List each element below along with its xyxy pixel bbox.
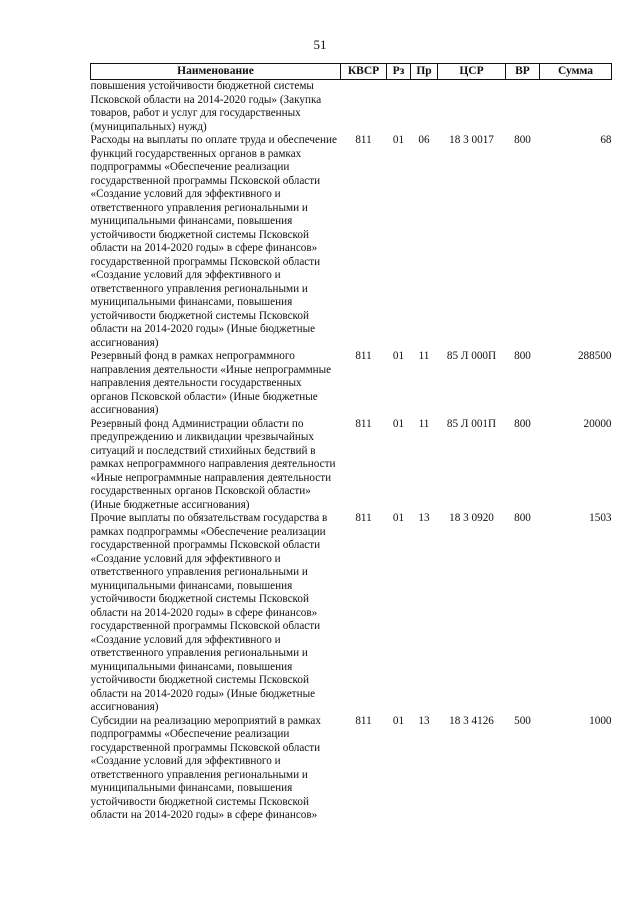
row-sum: 68 <box>600 134 612 146</box>
row-name: Резервный фонд в рамках непрограммного направления деятельности «Иные непрограммные направления деятельности государственных органов Псковской области» (Иные бюджетные ассигнования) <box>90 350 332 416</box>
row-csr: 18 3 4126 <box>449 714 494 727</box>
table-row <box>91 134 612 350</box>
table-row <box>91 715 612 823</box>
row-vr: 800 <box>514 134 531 146</box>
header-pr: Пр <box>411 64 438 80</box>
row-kvsr: 811 <box>355 714 372 727</box>
row-sum <box>540 80 612 135</box>
table-row <box>91 418 612 513</box>
table-row <box>91 80 612 135</box>
table-row <box>91 350 612 418</box>
row-sum: 1000 <box>589 714 612 727</box>
row-kvsr: 811 <box>355 134 372 146</box>
row-name: Субсидии на реализацию мероприятий в рамках подпрограммы «Обеспечение реализации государственной программы Псковской области «Создание условий для эффективного и ответственного управления региональными и муниципальными финансами, повышения устойчивости бюджетной системы Псковской области на 2014-2020 годы» в сфере финансов» <box>90 714 321 821</box>
row-name: Резервный фонд Администрации области по предупреждению и ликвидации чрезвычайных ситуаций и последствий стихийных бедствий в рамках непрограммного направления деятельности «Иные непрограммные направления деятельности государственных органов Псковской области» (Иные бюджетные ассигнования) <box>90 417 336 511</box>
row-sum: 1503 <box>589 512 612 524</box>
table-header-row <box>91 64 612 80</box>
row-kvsr: 811 <box>355 417 372 430</box>
header-kvsr: КВСР <box>341 64 387 80</box>
row-csr: 18 3 0017 <box>449 134 494 146</box>
header-name: Наименование <box>91 64 341 80</box>
row-rz <box>387 80 411 135</box>
row-name: Расходы на выплаты по оплате труда и обеспечение функций государственных органов в рамках подпрограммы «Обеспечение реализации государственной программы Псковской области «Создание условий для эффективного и ответственного управления региональными и муниципальными финансами, повышения устойчивости бюджетной системы Псковской области на 2014-2020 годы» в сфере финансов» государственной программы Псковской области «Создание условий для эффективного и ответственного управления региональными и муниципальными финансами, повышения устойчивости бюджетной системы Псковской области на 2014-2020 годы» (Иные бюджетные ассигнования) <box>90 134 337 349</box>
page-number: 51 <box>313 37 327 52</box>
row-vr <box>506 80 540 135</box>
row-rz: 01 <box>392 134 405 146</box>
header-rz: Рз <box>387 64 411 80</box>
row-csr: 85 Л 001П <box>446 417 497 430</box>
row-vr: 500 <box>514 714 531 727</box>
row-rz: 01 <box>392 714 405 727</box>
header-sum: Сумма <box>540 64 612 80</box>
row-pr: 11 <box>418 350 430 362</box>
row-sum: 288500 <box>577 350 612 362</box>
row-vr: 800 <box>514 512 531 524</box>
row-rz: 01 <box>392 512 405 524</box>
row-vr: 800 <box>514 417 531 430</box>
header-csr: ЦСР <box>438 64 506 80</box>
header-vr: ВР <box>506 64 540 80</box>
row-csr: 18 3 0920 <box>449 512 494 524</box>
row-name: Прочие выплаты по обязательствам государства в рамках подпрограммы «Обеспечение реализации государственной программы Псковской области «Создание условий для эффективного и ответственного управления региональными и муниципальными финансами, повышения устойчивости бюджетной системы Псковской области на 2014-2020 годы» в сфере финансов» государственной программы Псковской области «Создание условий для эффективного и ответственного управления региональными и муниципальными финансами, повышения устойчивости бюджетной системы Псковской области на 2014-2020 годы» (Иные бюджетные ассигнования) <box>90 512 328 713</box>
row-kvsr: 811 <box>355 512 372 524</box>
row-pr: 13 <box>418 714 430 727</box>
row-vr: 800 <box>514 350 531 362</box>
table-row <box>91 512 612 715</box>
row-rz: 01 <box>392 417 405 430</box>
row-pr <box>411 80 438 135</box>
row-rz: 01 <box>392 350 405 362</box>
row-name: повышения устойчивости бюджетной системы Псковской области на 2014-2020 годы» (Закупка товаров, работ и услуг для государственных (муниципальных) нужд) <box>90 80 322 133</box>
row-pr: 13 <box>418 512 430 524</box>
row-csr: 85 Л 000П <box>446 350 497 362</box>
row-sum: 20000 <box>583 417 612 430</box>
row-pr: 11 <box>418 417 430 430</box>
row-pr: 06 <box>418 134 430 146</box>
row-kvsr: 811 <box>355 350 372 362</box>
row-csr <box>438 80 506 135</box>
row-kvsr <box>341 80 387 135</box>
budget-table <box>90 63 612 823</box>
